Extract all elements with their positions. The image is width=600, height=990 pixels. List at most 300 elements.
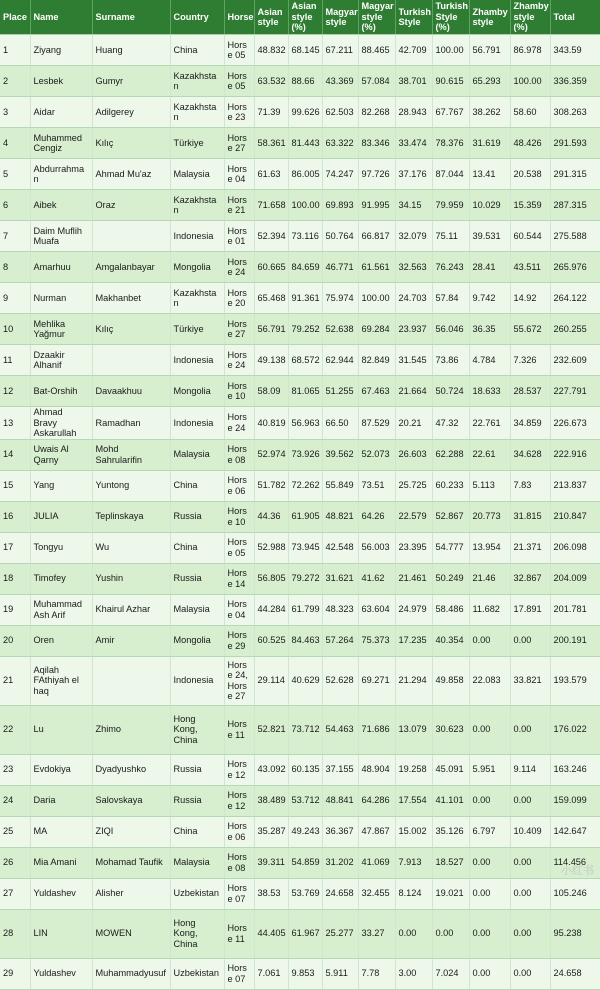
table-cell: Ahmad Bravy Askarullah [30,407,92,440]
table-cell: 17.235 [395,625,432,656]
table-cell: Horse 08 [224,439,254,470]
table-cell: Alisher [92,878,170,909]
table-cell: 79.272 [288,563,322,594]
table-cell: 48.821 [322,501,358,532]
table-cell: Lesbek [30,66,92,97]
table-cell: Horse 06 [224,816,254,847]
table-cell: 13.41 [469,159,510,190]
table-row [0,958,600,989]
table-cell: 41.101 [432,785,469,816]
table-cell: 13.079 [395,705,432,754]
table-row [0,314,600,345]
table-cell: 60.233 [432,470,469,501]
table-cell: 38.262 [469,97,510,128]
table-cell: Kazakhstan [170,66,224,97]
table-cell: 264.122 [550,283,600,314]
table-cell: 46.771 [322,252,358,283]
table-cell: Horse 24 [224,252,254,283]
table-cell: 22.761 [469,407,510,440]
table-cell: 50.249 [432,563,469,594]
table-cell: Davaakhuu [92,376,170,407]
table-cell: Yuldashev [30,958,92,989]
table-cell: Horse 01 [224,221,254,252]
table-cell: Lu [30,705,92,754]
table-cell: 100.00 [432,35,469,66]
table-cell: 73.86 [432,345,469,376]
table-cell: 84.463 [288,625,322,656]
table-cell: Adilgerey [92,97,170,128]
table-cell: 222.916 [550,439,600,470]
table-cell: 287.315 [550,190,600,221]
table-cell: 64.26 [358,501,395,532]
table-cell: China [170,816,224,847]
table-cell: 76.243 [432,252,469,283]
table-cell: 0.00 [432,909,469,958]
table-cell: 3.00 [395,958,432,989]
table-cell: 31.815 [510,501,550,532]
table-cell: 114.456 [550,847,600,878]
table-cell: 34.628 [510,439,550,470]
table-cell: 24.658 [322,878,358,909]
table-cell: 47.867 [358,816,395,847]
table-cell: Amgalanbayar [92,252,170,283]
table-cell: 62.944 [322,345,358,376]
table-cell: 82.849 [358,345,395,376]
table-cell: 54.859 [288,847,322,878]
table-cell: 232.609 [550,345,600,376]
table-cell: 39.562 [322,439,358,470]
table-cell: 58.60 [510,97,550,128]
table-cell: Muhammed Cengiz [30,128,92,159]
table-cell: 7.061 [254,958,288,989]
table-cell: 75.974 [322,283,358,314]
table-cell: Indonesia [170,656,224,705]
table-cell: Kılıç [92,128,170,159]
column-header: Horse [224,0,254,35]
table-cell: 32.563 [395,252,432,283]
table-cell: Türkiye [170,314,224,345]
table-cell: 88.465 [358,35,395,66]
table-cell: 81.065 [288,376,322,407]
table-cell: 26 [0,847,30,878]
table-cell: 21.46 [469,563,510,594]
table-cell: 86.005 [288,159,322,190]
table-cell: 0.00 [469,705,510,754]
table-cell: 56.963 [288,407,322,440]
table-cell: 0.00 [510,878,550,909]
table-cell: 20.773 [469,501,510,532]
table-cell: 37.155 [322,754,358,785]
table-cell: 27 [0,878,30,909]
table-row [0,501,600,532]
table-cell: 33.27 [358,909,395,958]
table-cell: 62.288 [432,439,469,470]
table-cell: Indonesia [170,345,224,376]
table-cell: Malaysia [170,847,224,878]
table-cell: 63.532 [254,66,288,97]
table-cell: 226.673 [550,407,600,440]
table-cell: Mia Amani [30,847,92,878]
table-cell: Uzbekistan [170,878,224,909]
table-cell: 12 [0,376,30,407]
table-cell: 23.395 [395,532,432,563]
table-cell: Horse 06 [224,470,254,501]
table-cell: Russia [170,785,224,816]
table-cell: 105.246 [550,878,600,909]
table-cell: Russia [170,754,224,785]
table-cell: 20.21 [395,407,432,440]
table-cell: 25.277 [322,909,358,958]
table-cell: 24.979 [395,594,432,625]
table-cell: 32.079 [395,221,432,252]
table-cell: 41.62 [358,563,395,594]
column-header: Name [30,0,92,35]
table-cell: 79.959 [432,190,469,221]
table-cell: 35.126 [432,816,469,847]
table-cell: 43.511 [510,252,550,283]
table-cell: 38.489 [254,785,288,816]
table-cell: Mohd Sahrularifin [92,439,170,470]
table-cell: Daria [30,785,92,816]
table-cell: 84.659 [288,252,322,283]
column-header: Zhamby style (%) [510,0,550,35]
table-cell: 10.409 [510,816,550,847]
table-cell: 7 [0,221,30,252]
table-cell: 97.726 [358,159,395,190]
table-cell: Horse 27 [224,128,254,159]
table-cell: 40.819 [254,407,288,440]
table-cell: 38.53 [254,878,288,909]
table-cell: Bat-Orshih [30,376,92,407]
table-cell: Horse 07 [224,878,254,909]
table-cell: 69.271 [358,656,395,705]
table-cell: 213.837 [550,470,600,501]
table-cell: Horse 11 [224,705,254,754]
table-cell: 71.658 [254,190,288,221]
table-cell: 33.821 [510,656,550,705]
table-cell: 73.51 [358,470,395,501]
table-row [0,878,600,909]
table-row [0,35,600,66]
table-cell: 0.00 [510,705,550,754]
table-cell: Khairul Azhar [92,594,170,625]
table-cell: 291.315 [550,159,600,190]
table-cell: Makhanbet [92,283,170,314]
watermark-text: 小红书 [561,862,594,878]
table-cell: 100.00 [358,283,395,314]
table-cell: 22.083 [469,656,510,705]
table-cell: 21.664 [395,376,432,407]
table-cell: 260.255 [550,314,600,345]
table-body [0,35,600,990]
table-cell: Horse 05 [224,532,254,563]
table-row [0,97,600,128]
table-cell: Nurman [30,283,92,314]
table-cell: Hong Kong, China [170,705,224,754]
column-header: Surname [92,0,170,35]
table-cell: Kazakhstan [170,283,224,314]
table-cell: 52.974 [254,439,288,470]
table-cell: 56.046 [432,314,469,345]
table-cell: Mohamad Taufik [92,847,170,878]
table-cell: 38.701 [395,66,432,97]
table-cell: 7.024 [432,958,469,989]
table-cell: Amarhuu [30,252,92,283]
table-cell: 0.00 [469,625,510,656]
table-cell: Malaysia [170,439,224,470]
table-cell: 29 [0,958,30,989]
table-cell: Uzbekistan [170,958,224,989]
table-cell: 21.294 [395,656,432,705]
table-cell: 62.503 [322,97,358,128]
table-cell: 60.665 [254,252,288,283]
table-cell [92,656,170,705]
table-cell: 52.073 [358,439,395,470]
table-cell: 73.712 [288,705,322,754]
table-cell: Huang [92,35,170,66]
table-cell: 91.995 [358,190,395,221]
table-cell: Zhimo [92,705,170,754]
table-cell: 87.044 [432,159,469,190]
table-cell: 10 [0,314,30,345]
table-cell: Yuntong [92,470,170,501]
table-cell: 52.638 [322,314,358,345]
table-cell: 66.50 [322,407,358,440]
column-header: Magyar style [322,0,358,35]
table-cell: Aqilah FAthiyah el haq [30,656,92,705]
table-cell: 100.00 [288,190,322,221]
table-cell: 21 [0,656,30,705]
table-cell: 49.138 [254,345,288,376]
table-cell: 265.976 [550,252,600,283]
column-header: Zhamby style [469,0,510,35]
table-cell: 6 [0,190,30,221]
table-cell: 1 [0,35,30,66]
table-cell: 58.09 [254,376,288,407]
table-cell: 52.394 [254,221,288,252]
table-cell: 39.531 [469,221,510,252]
table-cell: 19.258 [395,754,432,785]
table-cell: 0.00 [469,785,510,816]
table-cell: 176.022 [550,705,600,754]
table-cell: 57.264 [322,625,358,656]
table-cell: China [170,470,224,501]
table-cell: 9 [0,283,30,314]
table-cell: Türkiye [170,128,224,159]
table-cell: Malaysia [170,594,224,625]
table-cell: 11.682 [469,594,510,625]
table-cell: 15.359 [510,190,550,221]
table-cell: 142.647 [550,816,600,847]
table-cell: Horse 07 [224,958,254,989]
table-cell: 86.978 [510,35,550,66]
table-cell: 66.817 [358,221,395,252]
table-cell: 5.951 [469,754,510,785]
table-cell: 39.311 [254,847,288,878]
table-cell: 4 [0,128,30,159]
table-cell: Muhammad Ash Arif [30,594,92,625]
table-cell: 34.859 [510,407,550,440]
table-row [0,283,600,314]
table-cell: Gumyr [92,66,170,97]
table-cell: 33.474 [395,128,432,159]
table-cell: 9.742 [469,283,510,314]
table-cell: 63.322 [322,128,358,159]
table-row [0,816,600,847]
table-cell: 204.009 [550,563,600,594]
table-cell: 15 [0,470,30,501]
table-row [0,656,600,705]
table-cell: 9.853 [288,958,322,989]
table-cell: 200.191 [550,625,600,656]
table-cell: 40.629 [288,656,322,705]
table-cell: MA [30,816,92,847]
table-cell: 31.545 [395,345,432,376]
table-cell: Indonesia [170,221,224,252]
table-row [0,345,600,376]
table-cell: 7.913 [395,847,432,878]
table-cell: 24.658 [550,958,600,989]
table-cell: Russia [170,563,224,594]
table-cell: 0.00 [510,909,550,958]
table-cell: Salovskaya [92,785,170,816]
table-cell: 15.002 [395,816,432,847]
table-cell: 32.867 [510,563,550,594]
table-cell: 74.247 [322,159,358,190]
table-cell: Ahmad Mu'az [92,159,170,190]
table-cell: 47.32 [432,407,469,440]
table-cell: 75.373 [358,625,395,656]
table-cell: 51.782 [254,470,288,501]
table-cell: 18.633 [469,376,510,407]
table-cell: 95.238 [550,909,600,958]
table-cell: 44.284 [254,594,288,625]
table-cell: 52.821 [254,705,288,754]
table-cell: 11 [0,345,30,376]
table-cell: JULIA [30,501,92,532]
table-cell: 0.00 [395,909,432,958]
table-cell: 10.029 [469,190,510,221]
table-cell: ZIQI [92,816,170,847]
table-cell: Horse 12 [224,785,254,816]
table-cell: Mehlika Yağmur [30,314,92,345]
table-cell: 73.116 [288,221,322,252]
table-cell: 100.00 [510,66,550,97]
table-cell: Horse 10 [224,376,254,407]
table-cell: Horse 21 [224,190,254,221]
table-cell: 18.527 [432,847,469,878]
table-cell: 30.623 [432,705,469,754]
table-cell: 67.211 [322,35,358,66]
table-cell: 23.937 [395,314,432,345]
table-cell: 25.725 [395,470,432,501]
table-cell: Aidar [30,97,92,128]
table-cell: 34.15 [395,190,432,221]
table-cell: 17.891 [510,594,550,625]
table-row [0,705,600,754]
table-cell: 53.712 [288,785,322,816]
table-row [0,190,600,221]
table-cell: 308.263 [550,97,600,128]
table-cell: Horse 23 [224,97,254,128]
table-cell: 56.791 [254,314,288,345]
table-cell: 13.954 [469,532,510,563]
table-cell: 0.00 [510,785,550,816]
table-cell: 55.672 [510,314,550,345]
table-cell: 5 [0,159,30,190]
table-cell: Aibek [30,190,92,221]
table-cell: 21.461 [395,563,432,594]
table-cell: Kazakhstan [170,190,224,221]
table-cell: 58.361 [254,128,288,159]
table-cell: Mongolia [170,625,224,656]
table-cell: Horse 12 [224,754,254,785]
table-cell: 17.554 [395,785,432,816]
table-cell: 81.443 [288,128,322,159]
table-cell: 28.943 [395,97,432,128]
table-cell: Mongolia [170,252,224,283]
table-cell: 336.359 [550,66,600,97]
column-header: Magyar style (%) [358,0,395,35]
column-header: Place [0,0,30,35]
table-cell: 91.361 [288,283,322,314]
table-row [0,221,600,252]
table-cell: 0.00 [469,958,510,989]
table-cell: 13 [0,407,30,440]
table-cell: 64.286 [358,785,395,816]
table-cell: Malaysia [170,159,224,190]
table-cell: 79.252 [288,314,322,345]
table-row [0,470,600,501]
table-cell: 49.858 [432,656,469,705]
table-cell: 54.463 [322,705,358,754]
table-cell: 26.603 [395,439,432,470]
table-cell: 48.904 [358,754,395,785]
table-cell: 52.988 [254,532,288,563]
table-cell: Horse 08 [224,847,254,878]
table-cell: 72.262 [288,470,322,501]
table-row [0,594,600,625]
table-cell: 68.572 [288,345,322,376]
table-cell: Hong Kong, China [170,909,224,958]
table-cell: 36.35 [469,314,510,345]
table-cell: 35.287 [254,816,288,847]
table-cell: 61.63 [254,159,288,190]
table-cell: 24.703 [395,283,432,314]
table-cell: Yang [30,470,92,501]
table-cell: Horse 24 [224,407,254,440]
table-cell: 49.243 [288,816,322,847]
table-cell: 32.455 [358,878,395,909]
table-cell: 42.709 [395,35,432,66]
table-cell: Wu [92,532,170,563]
table-cell: Horse 29 [224,625,254,656]
table-cell: Horse 20 [224,283,254,314]
table-row [0,847,600,878]
table-cell: 56.791 [469,35,510,66]
header-row [0,0,600,35]
table-cell: 48.832 [254,35,288,66]
table-cell: 36.367 [322,816,358,847]
table-cell: 8 [0,252,30,283]
table-cell: 48.841 [322,785,358,816]
table-row [0,128,600,159]
table-row [0,532,600,563]
table-cell: 44.36 [254,501,288,532]
table-cell: 206.098 [550,532,600,563]
table-cell [92,345,170,376]
table-cell: 19 [0,594,30,625]
